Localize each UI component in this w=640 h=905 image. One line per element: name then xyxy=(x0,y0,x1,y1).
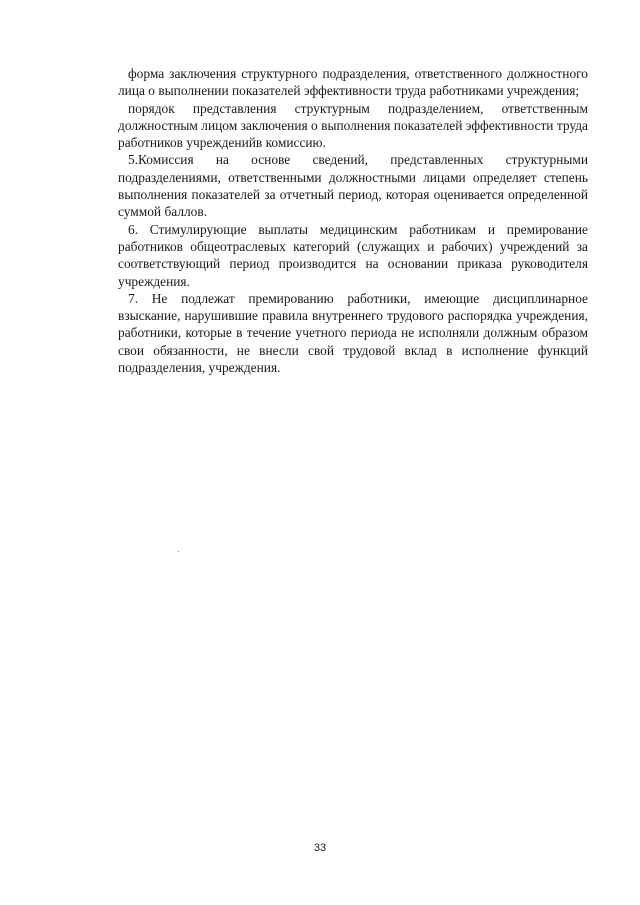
paragraph-incentive-payments: 6. Стимулирующие выплаты медицинским работникам и премирование работников общеотраслевых категорий (служащих и рабочих) учреждений за соответствующий период производится на основании приказа руководителя учреждения. xyxy=(118,221,588,289)
paragraph-bonus-exclusions: 7. Не подлежат премированию работники, имеющие дисциплинарное взыскание, нарушившие правила внутреннего трудового распорядка учреждения, работники, которые в течение учетного периода не исполняли должным образом свои обязанности, не внесли свой трудовой вклад в исполнение функций подразделения, учреждения. xyxy=(118,290,588,376)
paragraph-submission-procedure: порядок представления структурным подразделением, ответственным должностным лицом заключения о выполнения показателей эффективности труда работников учрежденийв комиссию. xyxy=(118,100,588,151)
page-number: 33 xyxy=(313,842,327,854)
scan-speck xyxy=(178,551,179,552)
document-body xyxy=(118,65,588,376)
paragraph-commission-assessment: 5.Комиссия на основе сведений, представленных структурными подразделениями, ответственными должностными лицами определяет степень выполнения показателей за отчетный период, которая оценивается определенной суммой баллов. xyxy=(118,152,588,220)
paragraph-conclusion-form: форма заключения структурного подразделения, ответственного должностного лица о выполнении показателей эффективности труда работниками учреждения; xyxy=(118,66,588,99)
